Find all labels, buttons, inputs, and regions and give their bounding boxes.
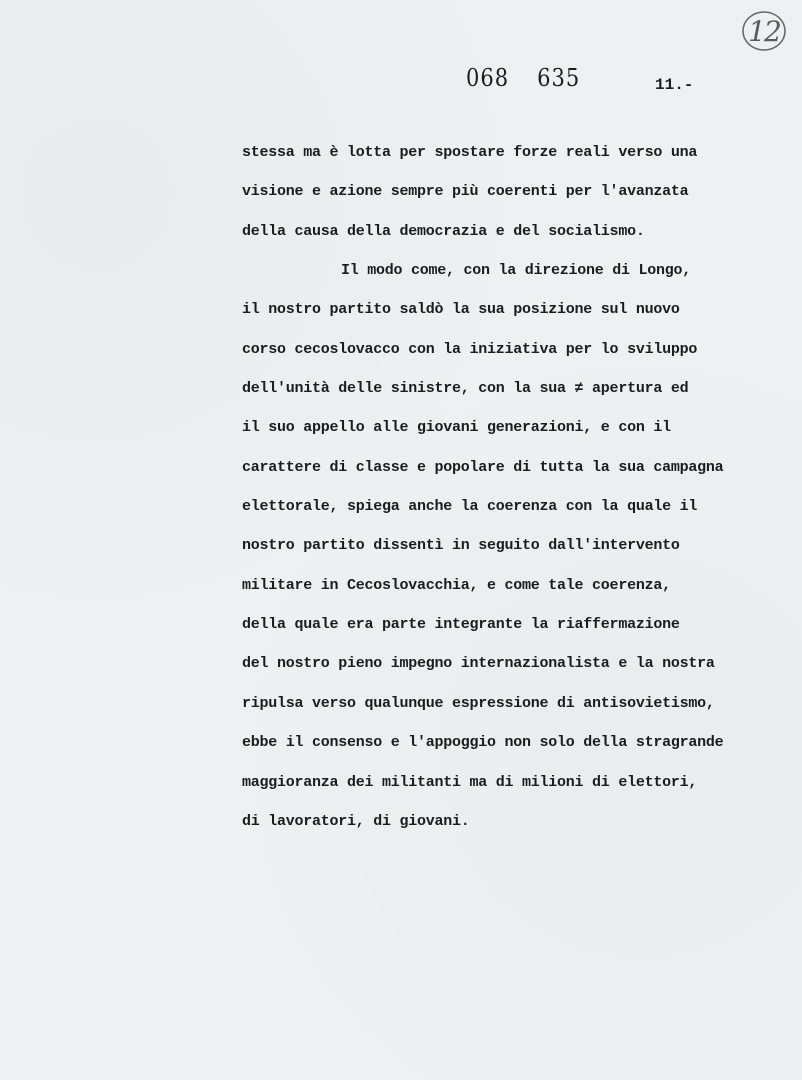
text-line: il suo appello alle giovani generazioni, e con il bbox=[242, 419, 671, 437]
text-line: il nostro partito saldò la sua posizione sul nuovo bbox=[242, 301, 680, 319]
text-line: ebbe il consenso e l'appoggio non solo della stragrande bbox=[242, 734, 724, 752]
circled-page-number-text: 12 bbox=[748, 14, 780, 48]
archive-number bbox=[466, 64, 580, 92]
text-line: carattere di classe e popolare di tutta la sua campagna bbox=[242, 458, 724, 476]
text-line: della quale era parte integrante la riaffermazione bbox=[242, 616, 680, 634]
page-number: 11.- bbox=[655, 76, 694, 94]
text-line: del nostro pieno impegno internazionalista e la nostra bbox=[242, 655, 715, 673]
text-line: maggioranza dei militanti ma di milioni di elettori, bbox=[242, 773, 698, 791]
text-line: ripulsa verso qualunque espressione di antisovietismo, bbox=[242, 694, 715, 712]
text-line: dell'unità delle sinistre, con la sua ≠ apertura ed bbox=[242, 380, 689, 398]
text-line: corso cecoslovacco con la iniziativa per lo sviluppo bbox=[242, 340, 698, 358]
text-line: di lavoratori, di giovani. bbox=[242, 812, 470, 830]
body-text bbox=[242, 140, 792, 848]
text-line: nostro partito dissentì in seguito dall'intervento bbox=[242, 537, 680, 555]
circled-page-number bbox=[740, 8, 788, 54]
text-line: elettorale, spiega anche la coerenza con la quale il bbox=[242, 498, 698, 516]
archive-number-part1: 068 bbox=[466, 64, 510, 92]
text-line: militare in Cecoslovacchia, e come tale coerenza, bbox=[242, 576, 671, 594]
text-line: visione e azione sempre più coerenti per l'avanzata bbox=[242, 183, 689, 201]
text-line: stessa ma è lotta per spostare forze reali verso una bbox=[242, 144, 698, 161]
paragraph-start-line: Il modo come, con la direzione di Longo, bbox=[341, 262, 692, 280]
archive-number-part2: 635 bbox=[537, 64, 581, 92]
text-line: della causa della democrazia e del socialismo. bbox=[242, 222, 645, 240]
